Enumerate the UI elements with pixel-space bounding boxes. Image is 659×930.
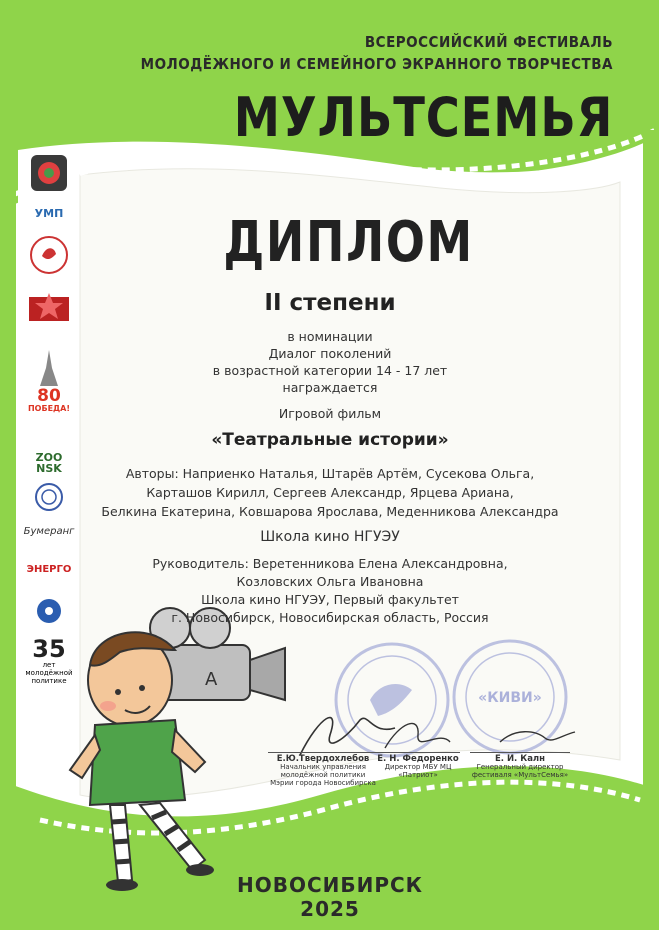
zoo-word: ZOO bbox=[35, 451, 63, 464]
logo-atom bbox=[24, 594, 74, 628]
diploma-degree: II степени bbox=[264, 290, 396, 316]
film-type: Игровой фильм bbox=[278, 406, 382, 421]
signer-name-1: Е.Ю.Твердохлебов bbox=[268, 752, 378, 763]
nsk-word: NSK bbox=[36, 462, 62, 475]
logo-victory-80 bbox=[24, 340, 74, 420]
leader-line-4: г. Новосибирск, Новосибирская область, Россия bbox=[171, 610, 489, 625]
signer-role-1a: Начальник управления bbox=[280, 763, 366, 771]
years-text-2: молодёжной bbox=[25, 669, 73, 677]
signer-role-1b: молодёжной политики bbox=[280, 771, 366, 779]
signer-name-2: Е. Н. Федоренко bbox=[377, 754, 459, 764]
signature-block-3 bbox=[470, 752, 570, 779]
logo-patriot bbox=[24, 290, 74, 326]
school-name: Школа кино НГУЭУ bbox=[260, 529, 400, 545]
signer-name-3: Е. И. Калн bbox=[470, 752, 570, 763]
authors-line-3: Белкина Екатерина, Ковшарова Ярослава, Меденникова Александра bbox=[101, 504, 559, 519]
signer-role-1c: Мэрии города Новосибирска bbox=[270, 779, 376, 787]
nomination-name: Диалог поколений bbox=[268, 346, 392, 361]
awarded-text: награждается bbox=[282, 380, 378, 395]
festival-heading-line-2: МОЛОДЁЖНОГО И СЕМЕЙНОГО ЭКРАННОГО ТВОРЧЕСТВА bbox=[140, 55, 613, 73]
logo-university bbox=[24, 482, 74, 512]
signature-block-1 bbox=[268, 752, 378, 787]
nomination-label: в номинации bbox=[287, 329, 373, 344]
diploma-title: ДИПЛОМ bbox=[223, 210, 474, 275]
signer-role-2a: Директор МБУ МЦ bbox=[384, 763, 452, 771]
logo-bumerang: Бумеранг bbox=[23, 525, 75, 537]
festival-brand-title: МУЛЬТСЕМЬЯ bbox=[233, 86, 613, 149]
leader-line-1: Руководитель: Веретенникова Елена Александровна, bbox=[152, 556, 508, 571]
signer-role-2b: «Патриот» bbox=[398, 771, 438, 779]
logo-zoo-nsk bbox=[24, 448, 74, 478]
authors-line-1: Авторы: Наприенко Наталья, Штарёв Артём, Сусекова Ольга, bbox=[125, 466, 535, 481]
leader-line-2: Козловских Ольга Ивановна bbox=[236, 574, 424, 589]
logo-youth-center bbox=[24, 232, 74, 277]
years-text-1: лет bbox=[42, 661, 56, 669]
victory-80-number: 80 bbox=[37, 385, 61, 406]
victory-word: ПОБЕДА! bbox=[27, 403, 71, 413]
years-text-3: политике bbox=[31, 677, 67, 685]
festival-heading-line-1: ВСЕРОССИЙСКИЙ ФЕСТИВАЛЬ bbox=[364, 33, 613, 51]
age-category: в возрастной категории 14 - 17 лет bbox=[212, 363, 448, 378]
city-year: НОВОСИБИРСК 2025 bbox=[236, 873, 424, 921]
signer-role-3b: фестиваля «МультСемья» bbox=[471, 771, 569, 779]
logo-center bbox=[24, 150, 74, 195]
logo-35-years bbox=[24, 632, 74, 690]
years-number: 35 bbox=[32, 635, 66, 663]
svg-text:A: A bbox=[205, 669, 218, 690]
film-title: «Театральные истории» bbox=[211, 430, 449, 450]
logo-ump: УМП bbox=[34, 206, 64, 220]
logo-energo: ЭНЕРГО bbox=[26, 563, 72, 575]
svg-text:«КИВИ»: «КИВИ» bbox=[478, 690, 542, 706]
signer-role-3a: Генеральный директор bbox=[476, 763, 564, 771]
signature-block-2 bbox=[376, 752, 460, 779]
leader-line-3: Школа кино НГУЭУ, Первый факультет bbox=[201, 592, 459, 607]
authors-line-2: Карташов Кирилл, Сергеев Александр, Ярцева Ариана, bbox=[146, 485, 514, 500]
